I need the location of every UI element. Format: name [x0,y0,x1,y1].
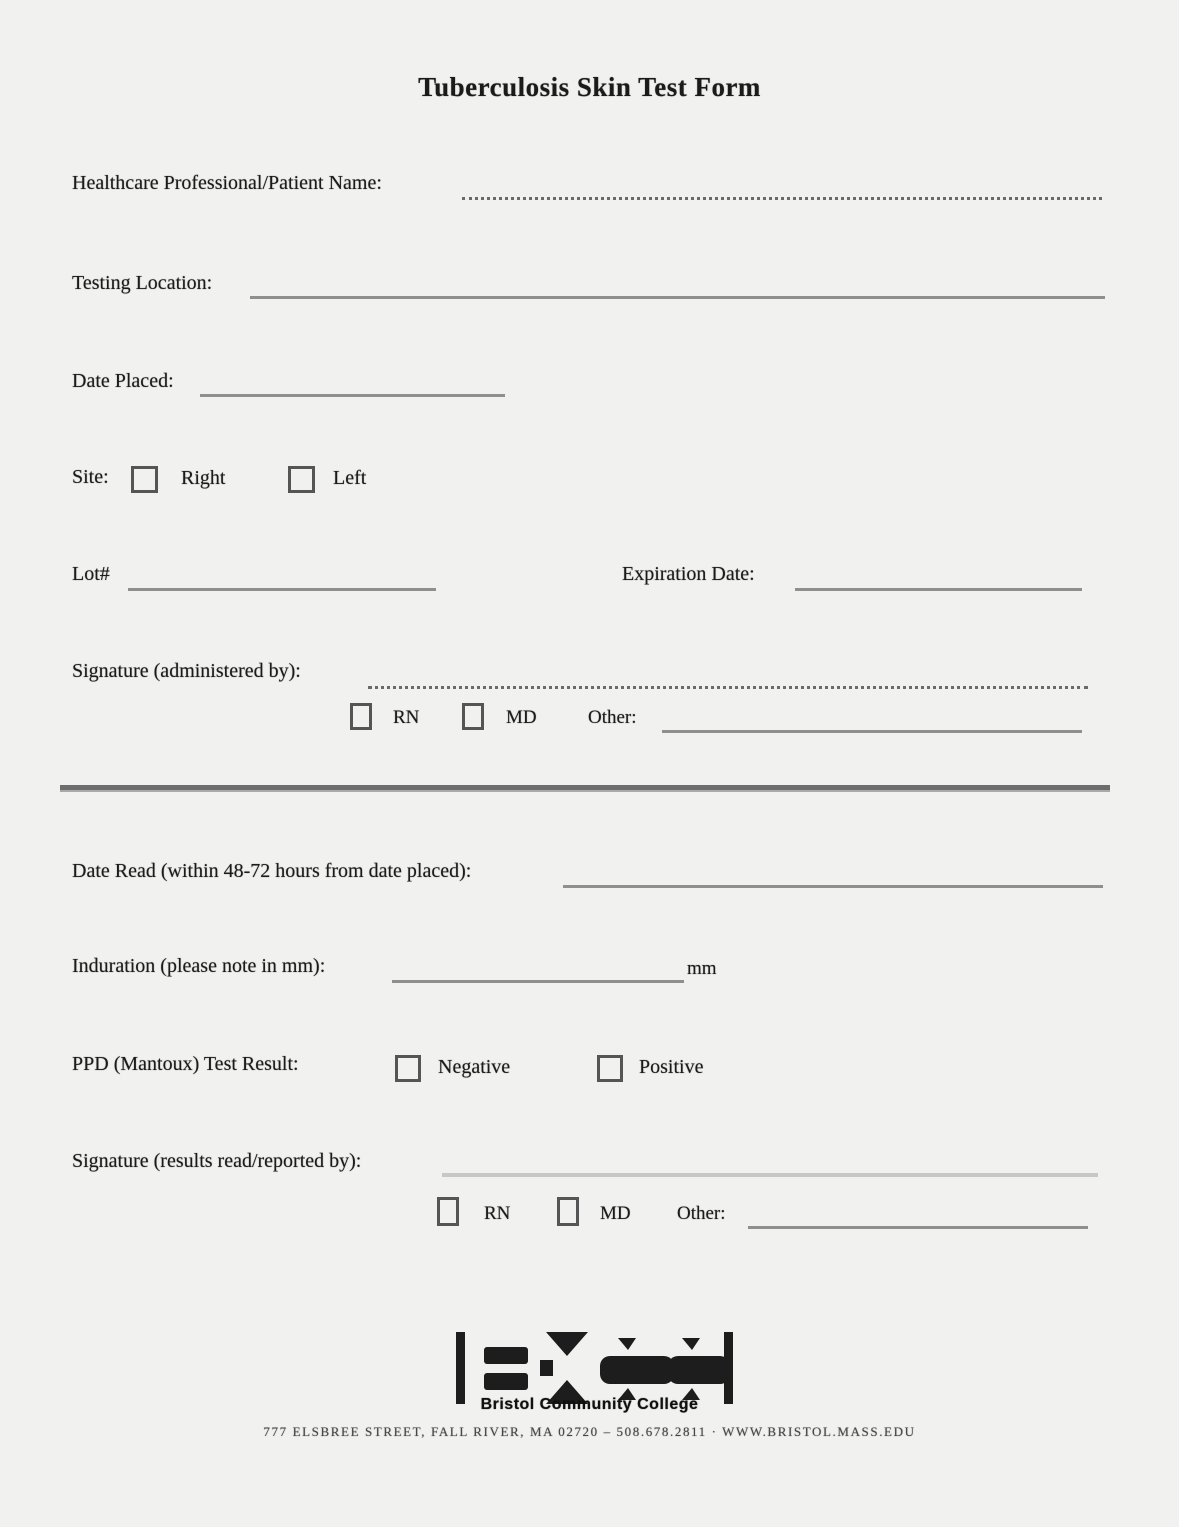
site-label: Site: [72,466,109,488]
expiration-date-line[interactable] [795,588,1082,591]
healthcare-name-line[interactable] [462,197,1102,200]
induration-line[interactable] [392,980,684,983]
section-divider [60,785,1110,792]
college-name: Bristol Community College [480,1396,699,1413]
date-placed-line[interactable] [200,394,505,397]
date-placed-label: Date Placed: [72,370,174,392]
induration-unit: mm [687,958,717,979]
lot-line[interactable] [128,588,436,591]
lot-label: Lot# [72,563,110,585]
college-address: 777 ELSBREE STREET, FALL RIVER, MA 02720 – 508.678.2811 · WWW.BRISTOL.MASS.EDU [263,1424,916,1439]
positive-label: Positive [639,1056,704,1078]
other-line-administered[interactable] [662,730,1082,733]
rn-checkbox-administered[interactable] [350,703,372,730]
date-read-label: Date Read (within 48-72 hours from date placed): [72,860,472,882]
signature-read-line[interactable] [442,1173,1098,1177]
other-label-administered: Other: [588,707,637,728]
expiration-date-label: Expiration Date: [622,563,755,585]
other-label-read: Other: [677,1203,726,1224]
negative-label: Negative [438,1056,511,1078]
signature-administered-line[interactable] [368,686,1088,689]
healthcare-name-label: Healthcare Professional/Patient Name: [72,172,382,194]
site-right-checkbox[interactable] [131,466,158,493]
rn-checkbox-read[interactable] [437,1197,459,1226]
signature-read-label: Signature (results read/reported by): [72,1150,362,1172]
md-checkbox-administered[interactable] [462,703,484,730]
md-label-administered: MD [506,707,537,728]
md-checkbox-read[interactable] [557,1197,579,1226]
site-left-checkbox[interactable] [288,466,315,493]
site-right-label: Right [181,467,226,489]
date-read-line[interactable] [563,885,1103,888]
rn-label-administered: RN [393,707,420,728]
site-left-label: Left [333,467,367,489]
testing-location-label: Testing Location: [72,272,213,294]
page-title: Tuberculosis Skin Test Form [418,72,761,102]
rn-label-read: RN [484,1203,511,1224]
other-line-read[interactable] [748,1226,1088,1229]
md-label-read: MD [600,1203,631,1224]
positive-checkbox[interactable] [597,1055,623,1082]
negative-checkbox[interactable] [395,1055,421,1082]
induration-label: Induration (please note in mm): [72,955,326,977]
signature-administered-label: Signature (administered by): [72,660,301,682]
ppd-result-label: PPD (Mantoux) Test Result: [72,1053,299,1075]
testing-location-line[interactable] [250,296,1105,299]
